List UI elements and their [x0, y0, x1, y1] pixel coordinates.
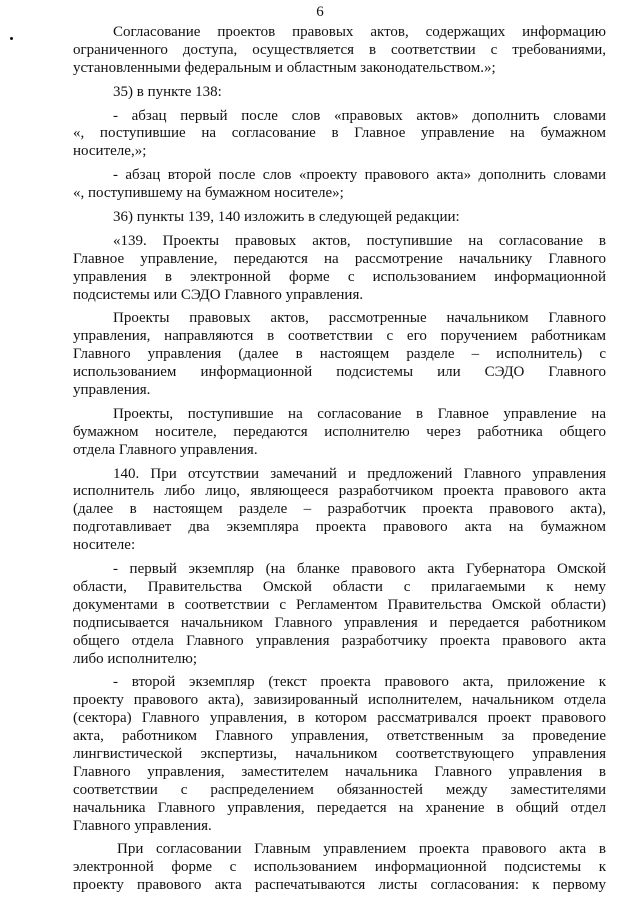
text-line: проекту правового акта), завизированный исполнителем, начальником отдела: [73, 692, 606, 709]
margin-mark: [10, 37, 13, 40]
document-body: [73, 24, 606, 895]
text-line: управления.: [73, 382, 151, 399]
text-line: - абзац первый после слов «правовых актов» дополнить словами: [113, 107, 606, 124]
text-line: «139. Проекты правовых актов, поступившие на согласование в: [113, 232, 606, 249]
text-line: При согласовании Главным управлением проекта правового акта в: [117, 841, 606, 858]
text-line: подписывается начальником Главного управления и передается работником: [73, 614, 606, 631]
text-line: либо исполнителю;: [73, 650, 198, 667]
text-line: носителе,»;: [73, 143, 147, 160]
text-line: ограниченного доступа, осуществляется в соответствии с требованиями,: [73, 41, 606, 58]
text-line: отдела Главного управления.: [73, 441, 258, 458]
text-line: 35) в пункте 138:: [113, 83, 222, 100]
text-line: Главного управления (далее в настоящем разделе – исполнитель) с: [73, 346, 606, 363]
text-line: - первый экземпляр (на бланке правового акта Губернатора Омской: [113, 561, 606, 578]
text-line: электронной форме с использованием информационной подсистемы к: [73, 859, 606, 876]
text-line: лингвистической экспертизы, начальником соответствующего управления: [73, 745, 606, 762]
text-line: Согласование проектов правовых актов, содержащих информацию: [113, 24, 606, 40]
text-line: 36) пункты 139, 140 изложить в следующей редакции:: [113, 209, 460, 226]
text-line: управления в электронной форме с использованием информационной: [73, 268, 606, 285]
text-line: акта, работником Главного управления, ответственным за проведение: [73, 728, 606, 745]
text-line: носителе:: [73, 537, 136, 554]
text-line: (далее в настоящем разделе – разработчик проекта правового акта),: [73, 501, 606, 518]
text-line: подготавливает два экземпляра проекта правового акта на бумажном: [73, 519, 606, 536]
text-line: Главного управления, заместителем начальника Главного управления в: [73, 763, 606, 780]
text-line: Главного управления.: [73, 817, 212, 834]
text-line: 140. При отсутствии замечаний и предложений Главного управления: [113, 465, 606, 482]
text-line: - второй экземпляр (текст проекта правового акта, приложение к: [113, 674, 606, 691]
text-line: области, Правительства Омской области с прилагаемыми к нему: [73, 578, 606, 595]
text-line: общего отдела Главного управления разработчику проекта правового акта: [73, 632, 606, 649]
text-line: (сектора) Главного управления, в котором рассматривался проект правового: [73, 710, 606, 727]
text-line: начальника Главного управления, передается на хранение в общий отдел: [73, 799, 606, 816]
text-line: использованием информационной подсистемы или СЭДО Главного: [73, 364, 606, 381]
text-line: - абзац второй после слов «проекту правового акта» дополнить словами: [113, 167, 606, 184]
text-line: подсистемы или СЭДО Главного управления.: [73, 286, 364, 303]
text-line: бумажном носителе, передаются исполнителю через работника общего: [73, 423, 606, 440]
text-line: соответствии с распределением обязанностей между заместителями: [73, 781, 606, 798]
text-line: управления, направляются в соответствии с его поручением работникам: [73, 328, 606, 345]
text-line: Проекты, поступившие на согласование в Главное управление на: [113, 405, 606, 422]
text-line: исполнитель либо лицо, являющееся разработчиком проекта правового акта: [73, 483, 606, 500]
text-line: проекту правового акта распечатываются листы согласования: к первому: [73, 877, 606, 894]
page-number: 6: [316, 4, 324, 20]
text-line: «, поступившему на бумажном носителе»;: [73, 185, 344, 202]
text-line: Главное управление, передаются на рассмотрение начальнику Главного: [73, 250, 606, 267]
text-line: Проекты правовых актов, рассмотренные начальником Главного: [113, 310, 606, 327]
text-line: «, поступившие на согласование в Главное управление на бумажном: [73, 125, 606, 142]
text-line: установленными федеральным и областным законодательством.»;: [73, 59, 496, 76]
text-line: документами в соответствии с Регламентом Правительства Омской области): [73, 596, 606, 613]
